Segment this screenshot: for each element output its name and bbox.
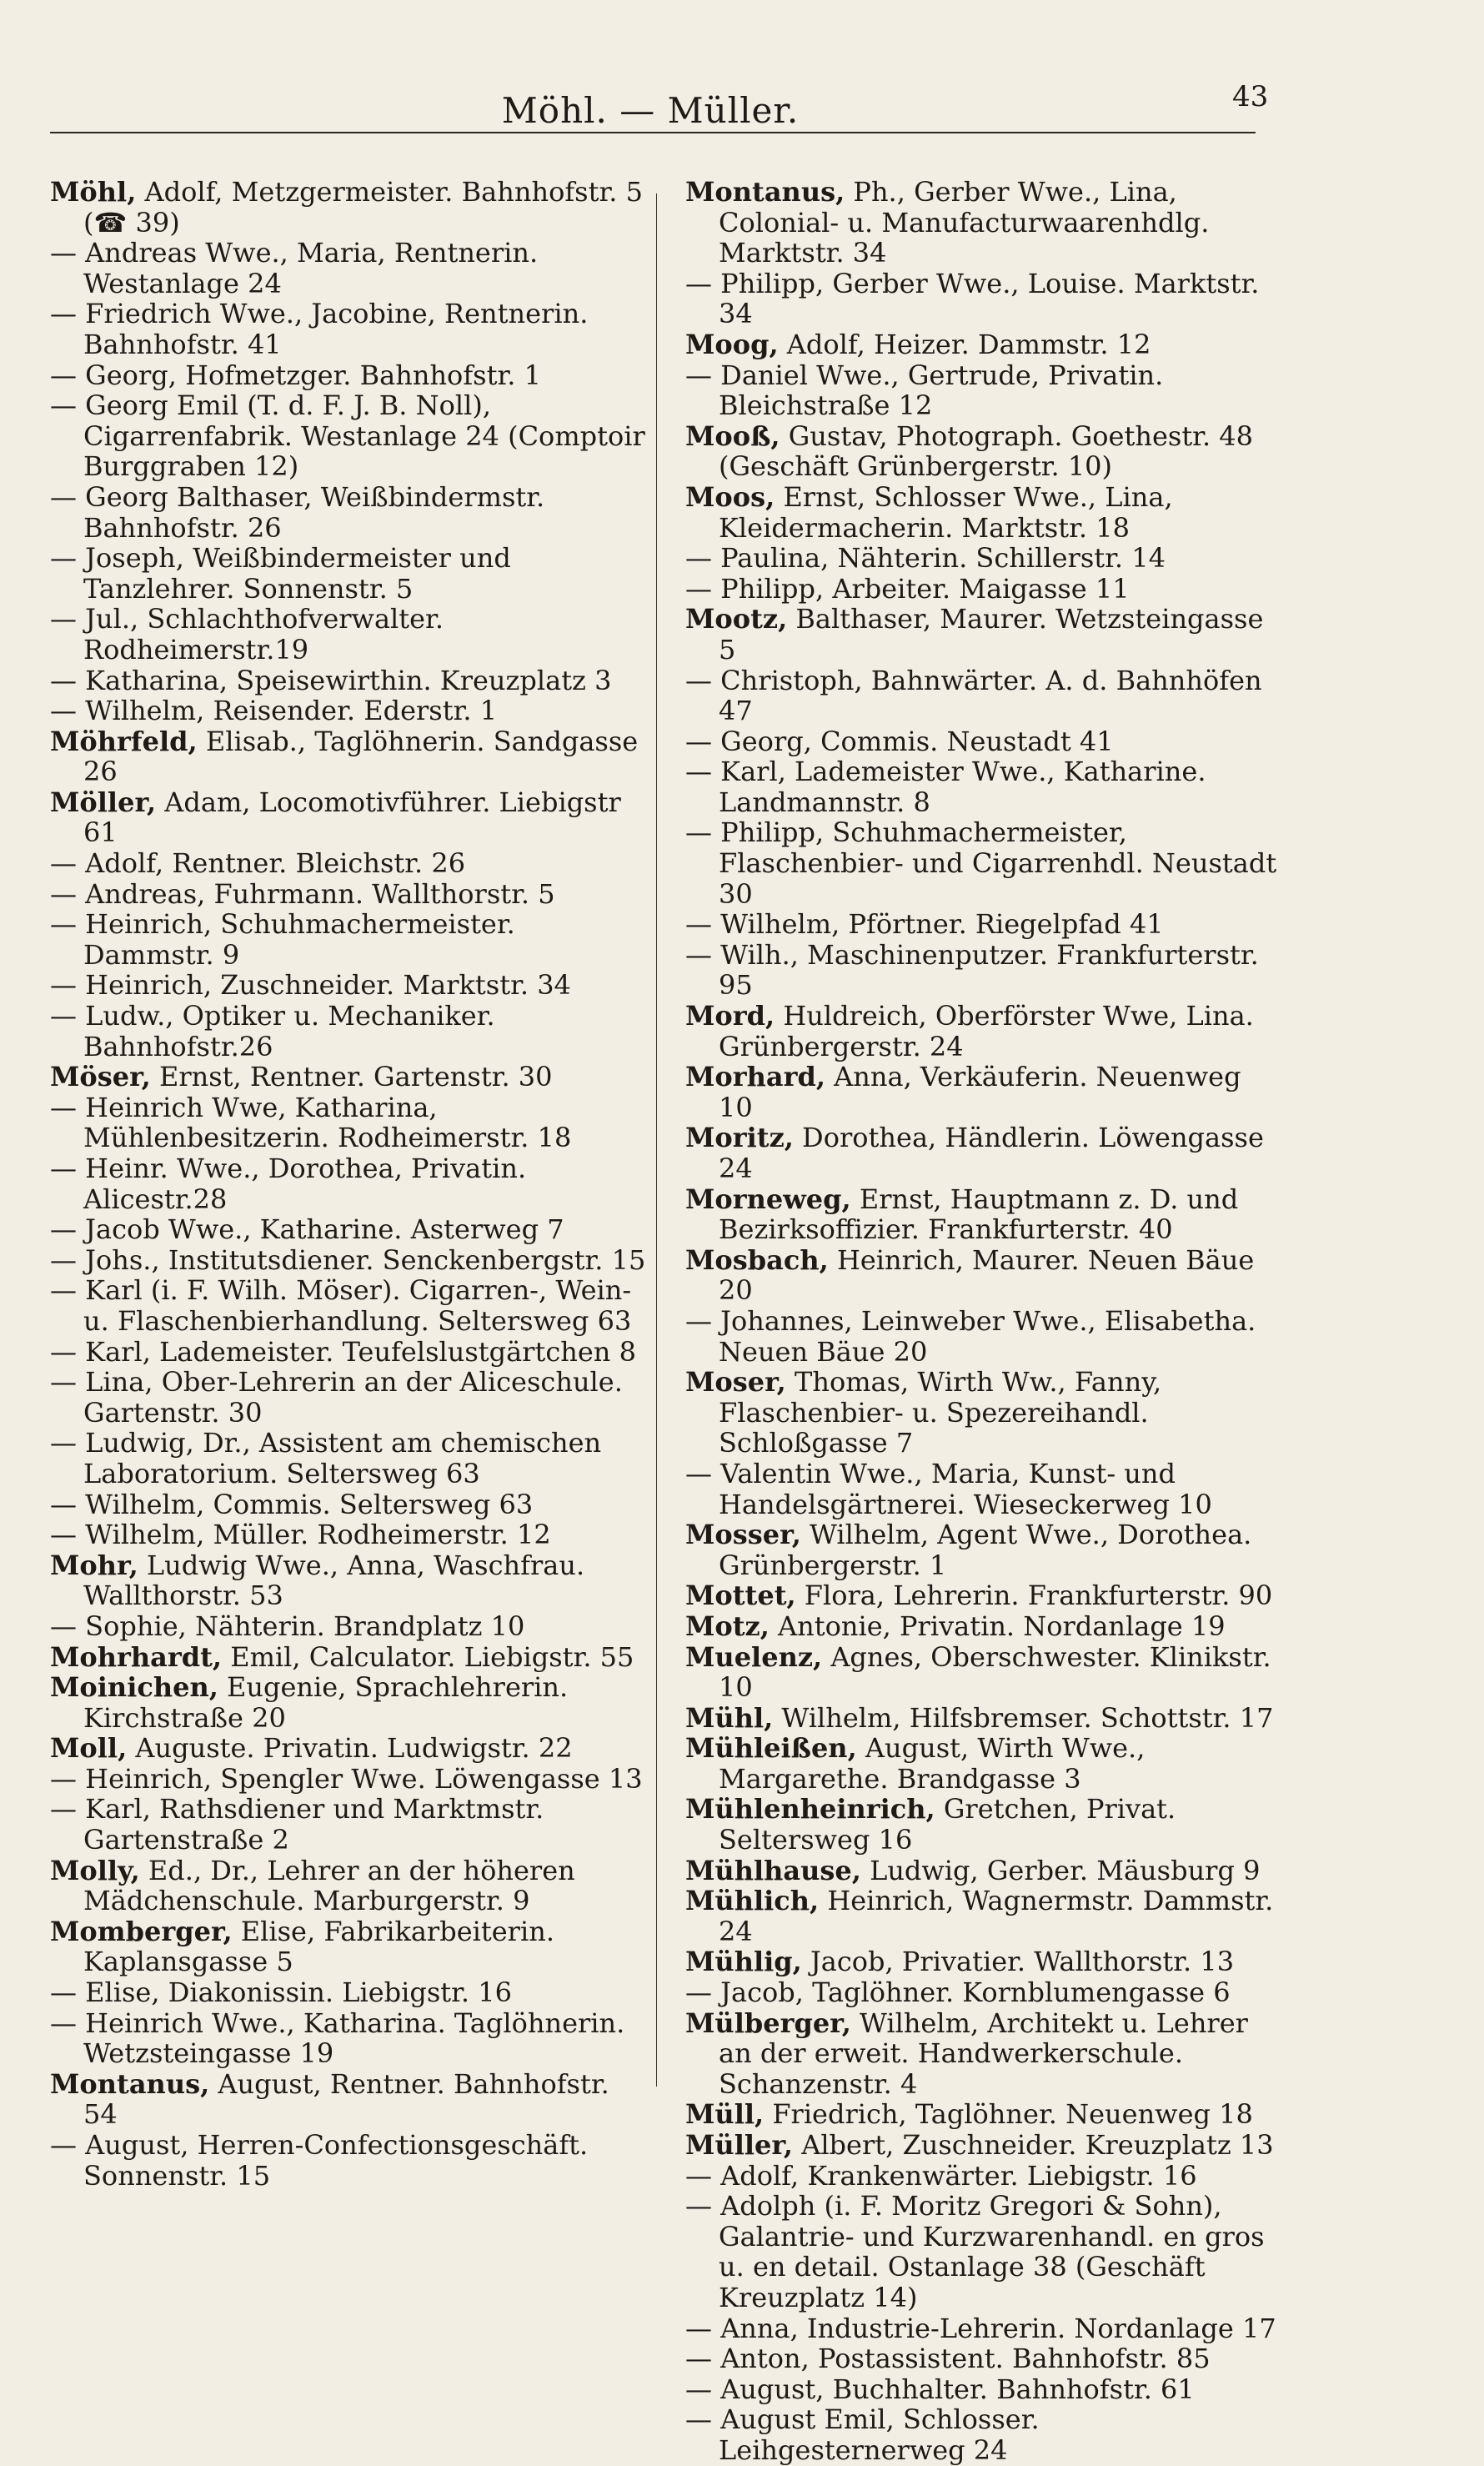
- entry-details: — August Emil, Schlosser. Leihgesternerweg 24: [685, 2403, 1040, 2466]
- entry-surname: Motz,: [685, 1610, 770, 1642]
- directory-entry: [685, 2161, 1281, 2192]
- entry-details: Ed., Dr., Lehrer an der höheren Mädchenschule. Marburgerstr. 9: [83, 1854, 575, 1917]
- entry-details: — Friedrich Wwe., Jacobine, Rentnerin. Bahnhofstr. 41: [50, 298, 589, 360]
- directory-entry: [685, 817, 1281, 909]
- entry-surname: Montanus,: [685, 176, 845, 208]
- directory-entry: [50, 299, 646, 359]
- directory-entry: [685, 269, 1281, 329]
- directory-entry: [685, 2008, 1281, 2100]
- entry-surname: Momberger,: [50, 1915, 233, 1947]
- left-column: [50, 177, 646, 2191]
- entry-details: — Elise, Diakonissin. Liebigstr. 16: [50, 1976, 512, 2009]
- directory-entry: [685, 2099, 1281, 2130]
- directory-entry: [50, 2069, 646, 2130]
- entry-details: Ludwig Wwe., Anna, Waschfrau. Wallthorstr. 53: [83, 1549, 585, 1612]
- directory-entry: [685, 543, 1281, 574]
- entry-details: August, Wirth Wwe., Margarethe. Brandgasse 3: [719, 1732, 1146, 1795]
- directory-entry: [685, 1062, 1281, 1123]
- directory-entry: [685, 177, 1281, 269]
- entry-details: — Ludwig, Dr., Assistent am chemischen Laboratorium. Seltersweg 63: [50, 1427, 602, 1489]
- entry-details: — Joseph, Weißbindermeister und Tanzlehrer. Sonnenstr. 5: [50, 542, 511, 605]
- entry-details: Emil, Calculator. Liebigstr. 55: [230, 1640, 634, 1673]
- directory-entry: [685, 1642, 1281, 1703]
- directory-entry: [50, 696, 646, 726]
- entry-surname: Moll,: [50, 1732, 128, 1765]
- entry-surname: Moog,: [685, 328, 779, 360]
- entry-details: — Wilhelm, Commis. Seltersweg 63: [50, 1488, 534, 1520]
- directory-entry: [50, 1367, 646, 1428]
- directory-entry: [685, 2191, 1281, 2313]
- directory-entry: [50, 1611, 646, 1642]
- entry-details: Wilhelm, Agent Wwe., Dorothea. Grünbergerstr. 1: [719, 1519, 1252, 1581]
- entry-details: — Wilh., Maschinenputzer. Frankfurterstr. 95: [685, 938, 1259, 1002]
- entry-details: Ernst, Rentner. Gartenstr. 30: [158, 1061, 553, 1093]
- entry-surname: Mord,: [685, 1000, 775, 1032]
- entry-details: — Adolf, Rentner. Bleichstr. 26: [50, 847, 466, 880]
- directory-entry: [685, 1733, 1281, 1794]
- directory-entry: [685, 1580, 1281, 1611]
- entry-details: Agnes, Oberschwester. Klinikstr. 10: [719, 1640, 1271, 1704]
- entry-surname: Mosbach,: [685, 1243, 829, 1276]
- directory-entry: [685, 1123, 1281, 1183]
- entry-details: Anna, Verkäuferin. Neuenweg 10: [719, 1061, 1241, 1123]
- entry-details: — Andreas, Fuhrmann. Wallthorstr. 5: [50, 877, 555, 910]
- entry-details: — Heinr. Wwe., Dorothea, Privatin. Alicestr.28: [50, 1153, 527, 1215]
- directory-entry: [685, 1245, 1281, 1306]
- entry-details: Auguste. Privatin. Ludwigstr. 22: [135, 1732, 573, 1765]
- entry-surname: Muelenz,: [685, 1640, 823, 1673]
- directory-entry: [685, 1367, 1281, 1459]
- entry-details: — Philipp, Gerber Wwe., Louise. Marktstr. 34: [685, 267, 1260, 330]
- entry-details: — Karl, Lademeister Wwe., Katharine. Landmannstr. 8: [685, 756, 1206, 818]
- entry-surname: Möser,: [50, 1061, 151, 1093]
- entry-details: Balthaser, Maurer. Wetzsteingasse 5: [719, 603, 1264, 665]
- entry-details: Dorothea, Händlerin. Löwengasse 24: [719, 1122, 1264, 1184]
- entry-details: — Jacob, Taglöhner. Kornblumengasse 6: [685, 1976, 1231, 2009]
- entry-surname: Mühlhause,: [685, 1854, 861, 1886]
- directory-entry: [50, 1733, 646, 1764]
- entry-details: — Heinrich, Schuhmachermeister. Dammstr. 9: [50, 908, 515, 971]
- directory-entry: [50, 1550, 646, 1611]
- directory-entry: [685, 1459, 1281, 1519]
- entry-details: — Georg Emil (T. d. F. J. B. Noll), Cigarrenfabrik. Westanlage 24 (Comptoir Burggraben 12): [50, 389, 645, 483]
- entry-details: Wilhelm, Architekt u. Lehrer an der erweit. Handwerkerschule. Schanzenstr. 4: [719, 2006, 1248, 2100]
- entry-details: — Philipp, Schuhmachermeister, Flaschenbier- und Cigarrenhdl. Neustadt 30: [685, 816, 1277, 910]
- entry-details: — Karl (i. F. Wilh. Möser). Cigarren-, Wein- u. Flaschenbierhandlung. Seltersweg 63: [50, 1274, 632, 1337]
- entry-details: — Georg, Hofmetzger. Bahnhofstr. 1: [50, 359, 541, 391]
- entry-details: — August, Herren-Confectionsgeschäft. Sonnenstr. 15: [50, 2129, 589, 2192]
- entry-surname: Mühleißen,: [685, 1732, 857, 1765]
- entry-details: Huldreich, Oberförster Wwe, Lina. Grünbergerstr. 24: [719, 1000, 1254, 1062]
- page-number: 43: [1232, 80, 1269, 113]
- entry-surname: Moinichen,: [50, 1671, 218, 1704]
- entry-details: Eugenie, Sprachlehrerin. Kirchstraße 20: [83, 1671, 569, 1734]
- directory-entry: [685, 1519, 1281, 1580]
- entry-details: — Jacob Wwe., Katharine. Asterweg 7: [50, 1213, 564, 1246]
- directory-entry: [50, 665, 646, 696]
- entry-details: — Georg, Commis. Neustadt 41: [685, 725, 1114, 757]
- directory-entry: [685, 726, 1281, 757]
- entry-surname: Möhl,: [50, 176, 137, 208]
- directory-entry: [50, 1245, 646, 1276]
- directory-entry: [50, 543, 646, 604]
- directory-entry: [50, 1764, 646, 1795]
- entry-details: — Johannes, Leinweber Wwe., Elisabetha. Neuen Bäue 20: [685, 1304, 1256, 1368]
- directory-entry: [50, 726, 646, 787]
- entry-details: Heinrich, Maurer. Neuen Bäue 20: [719, 1243, 1255, 1307]
- entry-details: Gretchen, Privat. Seltersweg 16: [719, 1793, 1176, 1856]
- entry-details: — Sophie, Nähterin. Brandplatz 10: [50, 1610, 525, 1642]
- entry-surname: Mohr,: [50, 1549, 138, 1581]
- entry-details: August, Rentner. Bahnhofstr. 54: [83, 2067, 609, 2131]
- entry-surname: Mühl,: [685, 1701, 774, 1734]
- directory-entry: [685, 604, 1281, 665]
- directory-entry: [685, 1946, 1281, 1977]
- directory-entry: [685, 2404, 1281, 2465]
- directory-entry: [50, 1642, 646, 1673]
- directory-entry: [50, 390, 646, 482]
- directory-entry: [50, 1092, 646, 1153]
- entry-details: — Karl, Lademeister. Teufelslustgärtchen 8: [50, 1335, 636, 1368]
- entry-surname: Mühlig,: [685, 1946, 802, 1978]
- entry-details: Gustav, Photograph. Goethestr. 48 (Geschäft Grünbergerstr. 10): [719, 419, 1254, 483]
- directory-entry: [50, 879, 646, 910]
- entry-details: — Karl, Rathsdiener und Marktmstr. Gartenstraße 2: [50, 1793, 544, 1856]
- entry-details: Adam, Locomotivführer. Liebigstr 61: [83, 786, 621, 849]
- directory-entry: [50, 604, 646, 665]
- directory-entry: [685, 329, 1281, 360]
- directory-entry: [685, 1977, 1281, 2008]
- entry-surname: Mooß,: [685, 419, 780, 452]
- directory-entry: [50, 2130, 646, 2191]
- entry-details: Ernst, Hauptmann z. D. und Bezirksoffizier. Frankfurterstr. 40: [719, 1183, 1239, 1246]
- directory-entry: [50, 1916, 646, 1977]
- entry-details: Albert, Zuschneider. Kreuzplatz 13: [801, 2129, 1274, 2161]
- entry-details: — Christoph, Bahnwärter. A. d. Bahnhöfen 47: [685, 664, 1262, 727]
- entry-surname: Mosser,: [685, 1519, 801, 1551]
- entry-details: — Johs., Institutsdiener. Senckenbergstr. 15: [50, 1243, 646, 1276]
- directory-entry: [685, 1794, 1281, 1855]
- running-head: Möhl. — Müller.: [501, 90, 800, 131]
- entry-details: Friedrich, Taglöhner. Neuenweg 18: [772, 2098, 1253, 2131]
- entry-surname: Morneweg,: [685, 1183, 851, 1215]
- entry-surname: Mülberger,: [685, 2006, 851, 2039]
- entry-details: Flora, Lehrerin. Frankfurterstr. 90: [804, 1580, 1273, 1612]
- directory-entry: [50, 1428, 646, 1489]
- entry-details: Heinrich, Wagnermstr. Dammstr. 24: [719, 1885, 1274, 1947]
- entry-details: Ernst, Schlosser Wwe., Lina, Kleidermacherin. Marktstr. 18: [719, 480, 1173, 544]
- directory-entry: [50, 1275, 646, 1336]
- directory-entry: [50, 787, 646, 848]
- directory-entry: [685, 940, 1281, 1001]
- entry-details: — August, Buchhalter. Bahnhofstr. 61: [685, 2373, 1195, 2405]
- directory-entry: [685, 1184, 1281, 1245]
- entry-details: — Anton, Postassistent. Bahnhofstr. 85: [685, 2343, 1211, 2375]
- directory-entry: [685, 665, 1281, 726]
- directory-entry: [685, 482, 1281, 543]
- directory-entry: [50, 360, 646, 391]
- directory-entry: [50, 909, 646, 970]
- directory-entry: [50, 238, 646, 299]
- entry-surname: Mottet,: [685, 1580, 796, 1612]
- entry-surname: Morhard,: [685, 1061, 825, 1093]
- directory-entry: [685, 421, 1281, 482]
- directory-entry: [50, 970, 646, 1001]
- entry-details: — Daniel Wwe., Gertrude, Privatin. Bleichstraße 12: [685, 359, 1164, 422]
- entry-details: — Philipp, Arbeiter. Maigasse 11: [685, 572, 1130, 605]
- directory-entry: [50, 1856, 646, 1916]
- entry-details: — Wilhelm, Pförtner. Riegelpfad 41: [685, 908, 1164, 941]
- entry-details: Wilhelm, Hilfsbremser. Schottstr. 17: [781, 1701, 1274, 1734]
- directory-entry: [50, 1062, 646, 1092]
- header-rule: [50, 132, 1256, 133]
- directory-entry: [685, 909, 1281, 940]
- entry-details: — Anna, Industrie-Lehrerin. Nordanlage 17: [685, 2312, 1276, 2344]
- entry-surname: Mootz,: [685, 603, 788, 635]
- directory-entry: [685, 1306, 1281, 1367]
- entry-details: — Adolf, Krankenwärter. Liebigstr. 16: [685, 2159, 1197, 2192]
- entry-surname: Moos,: [685, 480, 775, 513]
- directory-entry: [50, 2008, 646, 2069]
- entry-details: Jacob, Privatier. Wallthorstr. 13: [810, 1946, 1235, 1978]
- directory-entry: [50, 848, 646, 879]
- entry-surname: Mühlich,: [685, 1885, 820, 1917]
- entry-details: Elise, Fabrikarbeiterin. Kaplansgasse 5: [83, 1915, 554, 1978]
- directory-entry: [685, 1886, 1281, 1946]
- entry-surname: Molly,: [50, 1854, 140, 1886]
- entry-details: — Heinrich Wwe, Katharina, Mühlenbesitzerin. Rodheimerstr. 18: [50, 1091, 572, 1154]
- entry-details: — Adolph (i. F. Moritz Gregori & Sohn), Galantrie- und Kurzwarenhandl. en gros u. en detail. Ostanlage 38 (Geschäft Kreuzplatz 14): [685, 2190, 1265, 2313]
- directory-entry: [685, 360, 1281, 421]
- directory-entry: [685, 2130, 1281, 2161]
- directory-entry: [50, 1489, 646, 1520]
- directory-entry: [50, 1672, 646, 1733]
- entry-details: — Wilhelm, Reisender. Ederstr. 1: [50, 695, 498, 727]
- entry-details: — Heinrich, Zuschneider. Marktstr. 34: [50, 969, 571, 1002]
- entry-details: — Heinrich Wwe., Katharina. Taglöhnerin. Wetzsteingasse 19: [50, 2006, 625, 2070]
- entry-details: — Georg Balthaser, Weißbindermstr. Bahnhofstr. 26: [50, 480, 545, 544]
- entry-surname: Montanus,: [50, 2067, 210, 2100]
- entry-surname: Mühlenheinrich,: [685, 1793, 935, 1826]
- right-column: [685, 177, 1281, 2466]
- directory-entry: [685, 2374, 1281, 2405]
- entry-details: Elisab., Taglöhnerin. Sandgasse 26: [83, 725, 639, 788]
- directory-entry: [685, 1001, 1281, 1062]
- directory-entry: [685, 1703, 1281, 1734]
- directory-entry: [50, 1337, 646, 1368]
- entry-details: — Katharina, Speisewirthin. Kreuzplatz 3: [50, 664, 612, 696]
- entry-surname: Mohrhardt,: [50, 1640, 223, 1673]
- entry-details: — Andreas Wwe., Maria, Rentnerin. Westanlage 24: [50, 237, 539, 299]
- directory-entry: [50, 482, 646, 543]
- entry-surname: Moser,: [685, 1366, 786, 1399]
- entry-surname: Moritz,: [685, 1122, 794, 1154]
- entry-details: Ludwig, Gerber. Mäusburg 9: [870, 1854, 1261, 1886]
- entry-details: — Heinrich, Spengler Wwe. Löwengasse 13: [50, 1762, 643, 1795]
- directory-entry: [685, 574, 1281, 605]
- entry-surname: Möhrfeld,: [50, 725, 198, 757]
- entry-details: — Ludw., Optiker u. Mechaniker. Bahnhofstr.26: [50, 1000, 495, 1062]
- entry-details: — Jul., Schlachthofverwalter. Rodheimerstr.19: [50, 603, 444, 665]
- directory-entry: [50, 1794, 646, 1855]
- entry-details: — Valentin Wwe., Maria, Kunst- und Handelsgärtnerei. Wieseckerweg 10: [685, 1457, 1212, 1520]
- directory-entry: [685, 1611, 1281, 1642]
- entry-details: Thomas, Wirth Ww., Fanny, Flaschenbier- u. Spezereihandl. Schloßgasse 7: [719, 1366, 1162, 1459]
- entry-surname: Möller,: [50, 786, 157, 818]
- directory-entry: [50, 1001, 646, 1062]
- directory-entry: [685, 2343, 1281, 2374]
- directory-entry: [50, 1977, 646, 2008]
- directory-entry: [685, 2313, 1281, 2344]
- directory-entry: [50, 1519, 646, 1550]
- entry-details: Antonie, Privatin. Nordanlage 19: [778, 1610, 1226, 1642]
- column-divider: [656, 193, 657, 2087]
- entry-surname: Müll,: [685, 2098, 765, 2131]
- entry-details: — Lina, Ober-Lehrerin an der Aliceschule. Gartenstr. 30: [50, 1366, 623, 1429]
- directory-entry: [50, 1153, 646, 1214]
- entry-details: — Paulina, Nähterin. Schillerstr. 14: [685, 542, 1166, 575]
- entry-details: Ph., Gerber Wwe., Lina, Colonial- u. Manufacturwaarenhdlg. Marktstr. 34: [719, 176, 1210, 269]
- entry-details: — Wilhelm, Müller. Rodheimerstr. 12: [50, 1519, 551, 1551]
- entry-surname: Müller,: [685, 2129, 794, 2161]
- directory-entry: [50, 177, 646, 238]
- directory-entry: [685, 1856, 1281, 1886]
- entry-details: Adolf, Metzgermeister. Bahnhofstr. 5 (☎ 39): [83, 176, 643, 239]
- entry-details: Adolf, Heizer. Dammstr. 12: [786, 328, 1151, 360]
- directory-entry: [50, 1214, 646, 1245]
- directory-entry: [685, 756, 1281, 817]
